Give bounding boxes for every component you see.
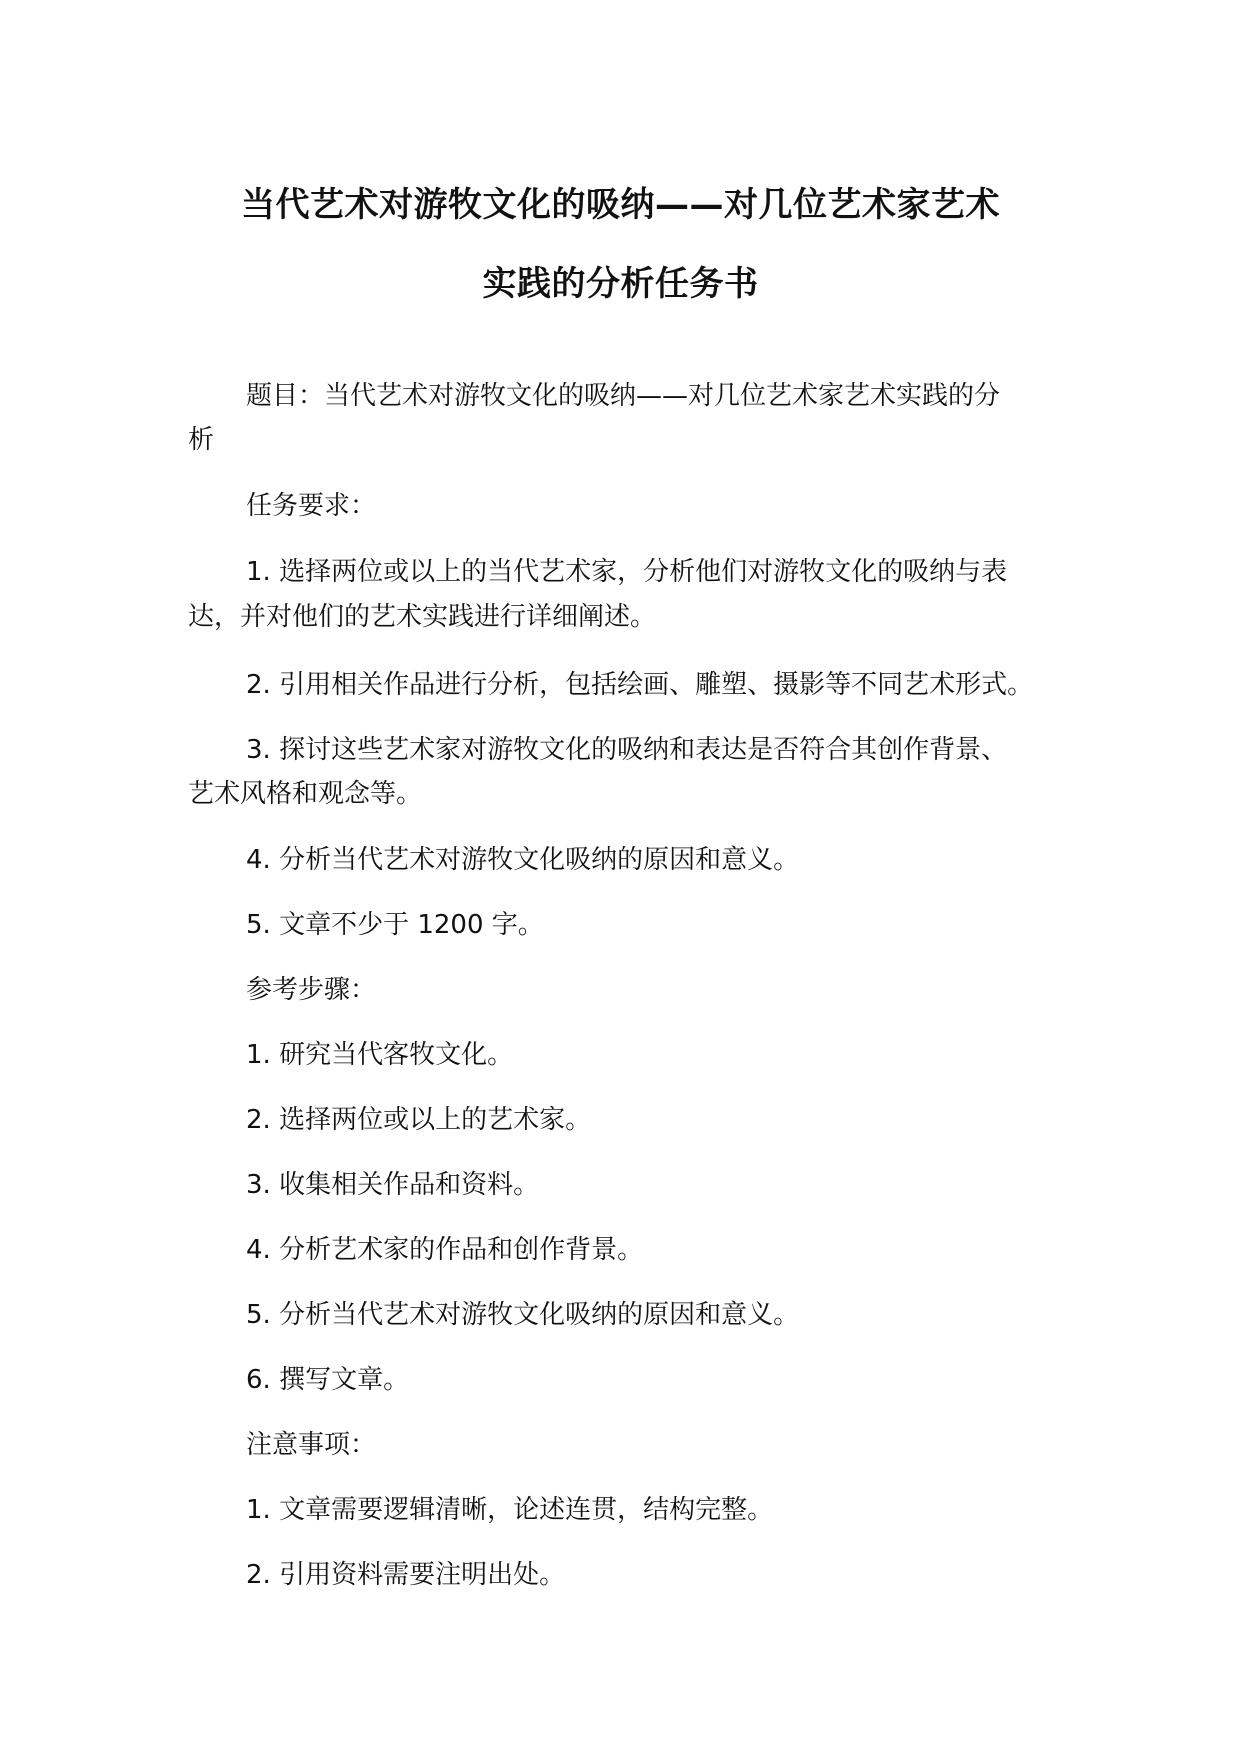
requirement-4: 4. 分析当代艺术对游牧文化吸纳的原因和意义。 — [246, 845, 800, 875]
step-5: 5. 分析当代艺术对游牧文化吸纳的原因和意义。 — [246, 1300, 800, 1330]
requirement-3-line-1: 3. 探讨这些艺术家对游牧文化的吸纳和表达是否符合其创作背景、 — [246, 735, 1008, 765]
document-title-line-1: 当代艺术对游牧文化的吸纳——对几位艺术家艺术 — [241, 185, 1000, 225]
step-1: 1. 研究当代客牧文化。 — [246, 1040, 514, 1070]
step-2: 2. 选择两位或以上的艺术家。 — [246, 1105, 592, 1135]
step-3: 3. 收集相关作品和资料。 — [246, 1170, 540, 1200]
requirement-2: 2. 引用相关作品进行分析，包括绘画、雕塑、摄影等不同艺术形式。 — [246, 670, 1034, 700]
requirement-3-line-2: 艺术风格和观念等。 — [188, 779, 423, 809]
note-2: 2. 引用资料需要注明出处。 — [246, 1560, 566, 1590]
step-4: 4. 分析艺术家的作品和创作背景。 — [246, 1235, 644, 1265]
requirement-1-line-1: 1. 选择两位或以上的当代艺术家，分析他们对游牧文化的吸纳与表 — [246, 557, 1008, 587]
step-6: 6. 撰写文章。 — [246, 1365, 410, 1395]
requirement-1-line-2: 达，并对他们的艺术实践进行详细阐述。 — [188, 602, 657, 632]
note-1: 1. 文章需要逻辑清晰，论述连贯，结构完整。 — [246, 1495, 774, 1525]
requirements-heading: 任务要求： — [246, 491, 377, 521]
requirement-5: 5. 文章不少于 1200 字。 — [246, 910, 544, 940]
document-title-line-2: 实践的分析任务书 — [482, 264, 759, 304]
topic-line-1: 题目：当代艺术对游牧文化的吸纳——对几位艺术家艺术实践的分 — [246, 381, 1001, 411]
notes-heading: 注意事项： — [246, 1430, 377, 1460]
topic-line-2: 析 — [188, 425, 215, 455]
steps-heading: 参考步骤： — [246, 975, 377, 1005]
